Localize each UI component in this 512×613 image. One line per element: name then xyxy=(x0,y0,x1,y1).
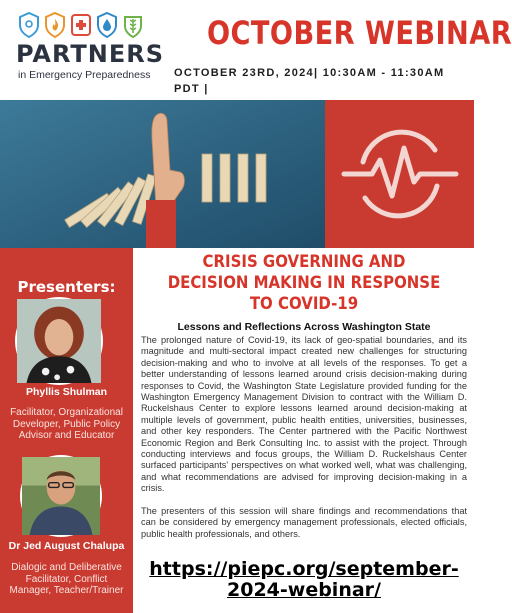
body-paragraph: The presenters of this session will share findings and recommendations that can be considered by emergency management professionals, elected officials, public health professionals, and others. xyxy=(141,505,467,539)
droplet-icon xyxy=(96,12,118,38)
presenter-name: Dr Jed August Chalupa xyxy=(8,540,125,552)
datetime-text: OCTOBER 23RD, 2024| 10:30AM - 11:30AM PDT | xyxy=(174,67,445,95)
body-paragraph: The prolonged nature of Covid-19, its lack of geo-spatial boundaries, and its magnitude and multi-sectoral impact created new challenges for structuring decision-making and who to involve at all levels of the responses. To get a better understanding of lessons learned around crisis decision-making during responses to Covid, the Washington State Legislature provided funding for the Washington Emergency Management Division to contract with the William D. Ruckelshaus Center to explore lessons learned around decision-making at multiple levels of government, public health entities, universities, businesses, and other key responders. The Center partnered with the Pacific Northwest Economic Region and Berk Consulting Inc. to assist with the project. Through conducting interviews and focus groups, the William D. Ruckelshaus Center surfaced participants' perspectives on what worked well, what was challenging, and what recommendations are advised for improving decision-making in a crisis. xyxy=(141,335,467,494)
presenters-heading: Presenters: xyxy=(17,278,116,296)
logo-wordmark: PARTNERS xyxy=(16,40,164,68)
session-title: CRISIS GOVERNING AND DECISION MAKING IN RESPONSE TO COVID-19 xyxy=(167,252,441,314)
logo-subtitle: in Emergency Preparedness xyxy=(18,69,151,81)
session-body xyxy=(141,335,467,540)
session-subtitle: Lessons and Reflections Across Washington State xyxy=(177,321,431,333)
presenter-role: Dialogic and Deliberative Facilitator, Conflict Manager, Teacher/Trainer xyxy=(9,562,124,596)
wheat-icon xyxy=(122,12,144,38)
webinar-title: OCTOBER WEBINAR xyxy=(207,14,512,52)
flame-icon xyxy=(44,12,66,38)
medical-cross-icon xyxy=(70,12,92,38)
presenter-photo-jed xyxy=(20,455,102,537)
session-description xyxy=(141,252,467,551)
presenter-name: Phyllis Shulman xyxy=(25,386,108,398)
presenter-photo-phyllis xyxy=(15,297,103,385)
webinar-link[interactable]: https://piepc.org/september-2024-webinar/ xyxy=(149,558,459,601)
presenter-role: Facilitator, Organizational Developer, Public Policy Advisor and Educator xyxy=(10,407,123,441)
banner-image xyxy=(0,100,474,248)
shield-icon xyxy=(18,12,40,38)
header xyxy=(0,0,512,100)
logo-icons xyxy=(18,12,144,40)
